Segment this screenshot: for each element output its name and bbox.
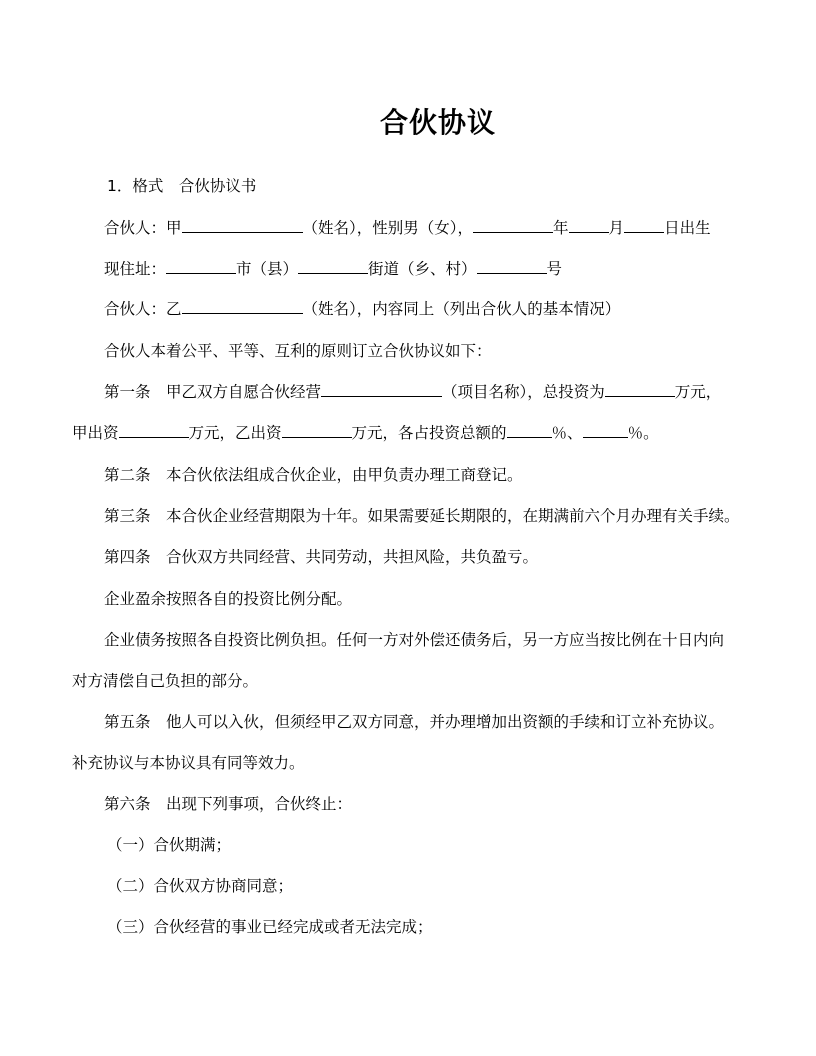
article-6: 第六条 出现下列事项，合伙终止： (104, 795, 353, 813)
termination-item-1: （一）合伙期满； (107, 836, 232, 854)
number-label: 号 (546, 260, 563, 278)
city-blank[interactable] (166, 258, 236, 274)
debt-sharing-line-1: 企业债务按照各自投资比例负担。任何一方对外偿还债务后，另一方应当按比例在十日内向 (104, 631, 725, 649)
address-label: 现住址： (104, 260, 167, 278)
total-investment-text: （项目名称），总投资为 (442, 383, 605, 401)
article-1-text: 第一条 甲乙双方自愿合伙经营 (104, 383, 322, 401)
birth-day-blank[interactable] (624, 217, 664, 233)
birth-month-blank[interactable] (569, 217, 609, 233)
partner-a-name-blank[interactable] (182, 217, 303, 233)
percent-label-b: ％。 (627, 424, 659, 442)
year-label: 年 (553, 219, 569, 237)
article-5-line-2: 补充协议与本协议具有同等效力。 (72, 754, 305, 772)
street-label: 街道（乡、村） (368, 260, 477, 278)
article-4: 第四条 合伙双方共同经营、共同劳动，共担风险，共负盈亏。 (104, 548, 539, 566)
partner-b-name-blank[interactable] (182, 298, 303, 314)
article-1-line-2 (72, 422, 659, 444)
total-investment-blank[interactable] (605, 381, 675, 397)
article-3: 第三条 本合伙企业经营期限为十年。如果需要延长期限的，在期满前六个月办理有关手续。 (104, 507, 740, 525)
a-share-blank[interactable] (507, 422, 552, 438)
b-contribution-label: 万元，乙出资 (188, 424, 282, 442)
city-label: 市（县） (236, 260, 299, 278)
b-share-blank[interactable] (583, 422, 628, 438)
termination-item-2: （二）合伙双方协商同意； (107, 877, 294, 895)
number-blank[interactable] (477, 258, 547, 274)
partner-b-text: （姓名），内容同上（列出合伙人的基本情况） (302, 300, 621, 318)
share-text: 万元，各占投资总额的 (351, 424, 507, 442)
percent-label-a: ％、 (551, 424, 583, 442)
birth-year-blank[interactable] (473, 217, 553, 233)
partner-b-line (104, 298, 620, 320)
birth-label: 日出生 (664, 219, 711, 237)
profit-distribution: 企业盈余按照各自的投资比例分配。 (104, 590, 353, 608)
wan-yuan-label: 万元， (674, 383, 722, 401)
preamble: 合伙人本着公平、平等、互利的原则订立合伙协议如下： (104, 342, 492, 360)
street-blank[interactable] (298, 258, 368, 274)
partner-a-line (104, 217, 711, 239)
project-name-blank[interactable] (321, 381, 442, 397)
debt-sharing-line-2: 对方清偿自己负担的部分。 (72, 672, 259, 690)
article-1-line-1 (104, 381, 721, 403)
article-5-line-1: 第五条 他人可以入伙，但须经甲乙双方同意，并办理增加出资额的手续和订立补充协议。 (104, 713, 725, 731)
format-heading: 1．格式 合伙协议书 (107, 177, 257, 195)
a-contribution-label: 甲出资 (72, 424, 119, 442)
a-contribution-blank[interactable] (119, 422, 189, 438)
partner-b-label: 合伙人：乙 (104, 300, 182, 318)
partner-a-gender-text: （姓名），性别男（女）， (302, 219, 474, 237)
b-contribution-blank[interactable] (282, 422, 352, 438)
document-title: 合伙协议 (379, 106, 496, 139)
partner-a-label: 合伙人：甲 (104, 219, 182, 237)
termination-item-3: （三）合伙经营的事业已经完成或者无法完成； (107, 918, 433, 936)
address-line (104, 258, 562, 280)
month-label: 月 (608, 219, 625, 237)
article-2: 第二条 本合伙依法组成合伙企业，由甲负责办理工商登记。 (104, 466, 523, 484)
